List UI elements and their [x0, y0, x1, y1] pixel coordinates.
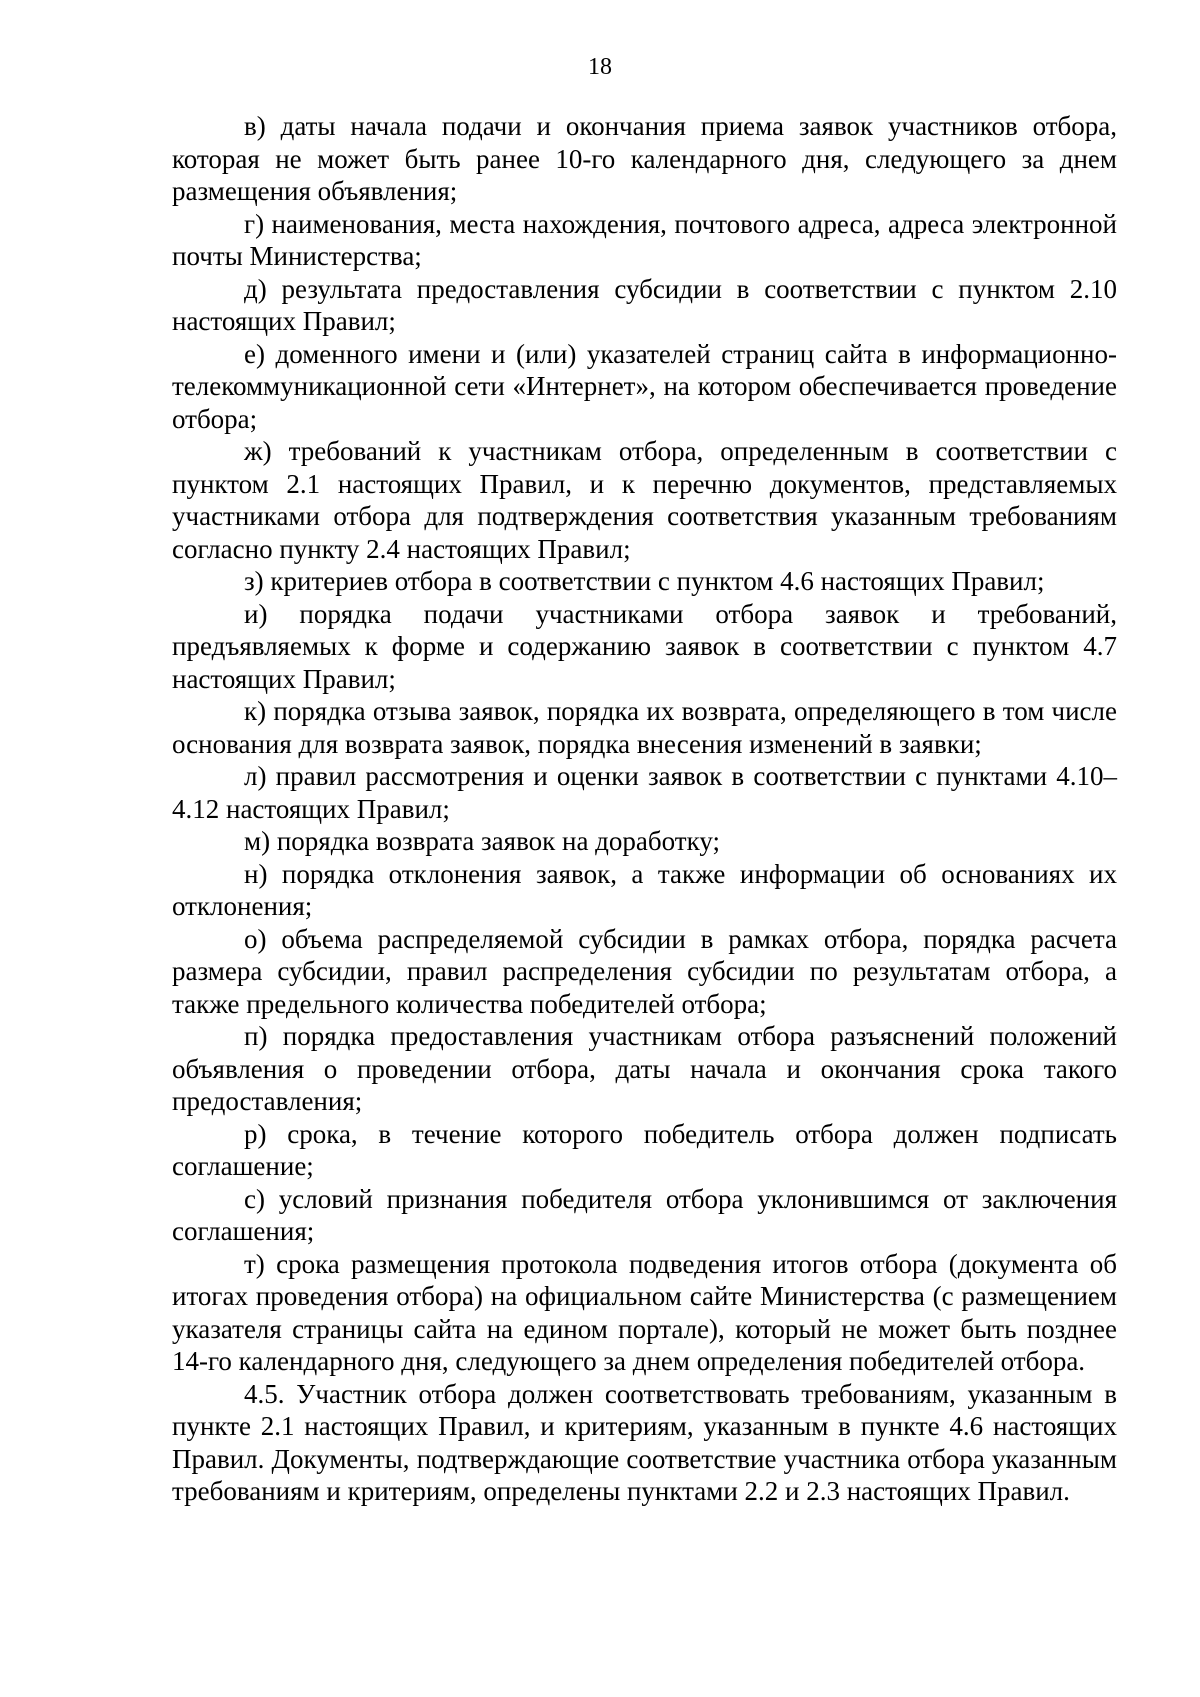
- paragraph-s: с) условий признания победителя отбора уклонившимся от заключения соглашения;: [172, 1183, 1117, 1246]
- paragraph-o: о) объема распределяемой субсидии в рамках отбора, порядка расчета размера субсидии, правил распределения субсидии по результатам отбора, а также предельного количества победителей отбора;: [172, 923, 1117, 1019]
- paragraph-m: м) порядка возврата заявок на доработку;: [244, 826, 720, 856]
- document-body: [172, 110, 1117, 1508]
- paragraph-l: л) правил рассмотрения и оценки заявок в соответствии с пунктами 4.10–4.12 настоящих Правил;: [172, 761, 1117, 824]
- paragraph-z: з) критериев отбора в соответствии с пунктом 4.6 настоящих Правил;: [244, 566, 1045, 596]
- paragraph-r: р) срока, в течение которого победитель отбора должен подписать соглашение;: [172, 1118, 1117, 1181]
- page-number: 18: [588, 54, 612, 80]
- paragraph-v: в) даты начала подачи и окончания приема заявок участников отбора, которая не может быть ранее 10-го календарного дня, следующего за днем размещения объявления;: [172, 111, 1117, 206]
- paragraph-n: н) порядка отклонения заявок, а также информации об основаниях их отклонения;: [172, 858, 1117, 921]
- paragraph-p: п) порядка предоставления участникам отбора разъяснений положений объявления о проведении отбора, даты начала и окончания срока такого предоставления;: [172, 1021, 1117, 1116]
- paragraph-k: к) порядка отзыва заявок, порядка их возврата, определяющего в том числе основания для возврата заявок, порядка внесения изменений в заявки;: [172, 696, 1117, 759]
- paragraph-e: е) доменного имени и (или) указателей страниц сайта в информационно-телекоммуникационной сети «Интернет», на котором обеспечивается проведение отбора;: [172, 338, 1117, 434]
- paragraph-i: и) порядка подачи участниками отбора заявок и требований, предъявляемых к форме и содержанию заявок в соответствии с пунктом 4.7 настоящих Правил;: [172, 598, 1117, 694]
- paragraph-zh: ж) требований к участникам отбора, определенным в соответствии с пунктом 2.1 настоящих Правил, и к перечню документов, представляемых участниками отбора для подтверждения соответствия указанным требованиям согласно пункту 2.4 настоящих Правил;: [172, 436, 1117, 564]
- paragraph-d: д) результата предоставления субсидии в соответствии с пунктом 2.10 настоящих Правил;: [172, 273, 1117, 336]
- paragraph-4-5: 4.5. Участник отбора должен соответствовать требованиям, указанным в пункте 2.1 настоящих Правил, и критериям, указанным в пункте 4.6 настоящих Правил. Документы, подтверждающие соответствие участника отбора указанным требованиям и критериям, определены пунктами 2.2 и 2.3 настоящих Правил.: [172, 1378, 1117, 1506]
- paragraph-t: т) срока размещения протокола подведения итогов отбора (документа об итогах проведения отбора) на официальном сайте Министерства (с размещением указателя страницы сайта на едином портале), который не может быть позднее 14-го календарного дня, следующего за днем определения победителей отбора.: [172, 1248, 1117, 1376]
- paragraph-g: г) наименования, места нахождения, почтового адреса, адреса электронной почты Министерства;: [172, 208, 1117, 271]
